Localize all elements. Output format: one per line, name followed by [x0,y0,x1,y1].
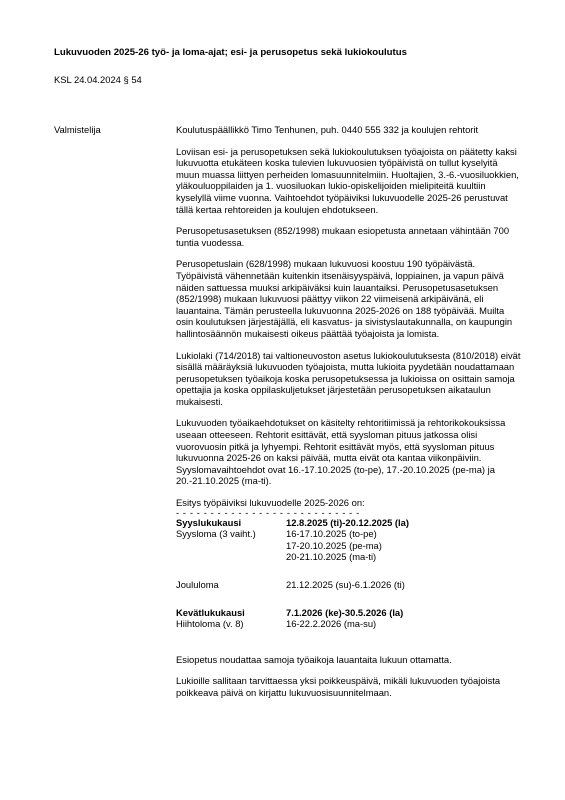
ski-break-label: Hiihtoloma (v. 8) [176,618,244,630]
autumn-break-option: 16-17.10.2025 (to-pe) [286,528,377,540]
spring-term-dates: 7.1.2026 (ke)-30.5.2026 (la) [286,606,404,618]
document-title: Lukuvuoden 2025-26 työ- ja loma-ajat; esi- ja perusopetus sekä lukiokoulutus [54,47,407,58]
closing-upper-secondary-exception: Lukioille sallitaan tarvittaessa yksi poikkeuspäivä, mikäli lukuvuoden työajoista poikkeava päivä on kirjattu lukuvuosisuunnitelmaan. [176,675,501,698]
autumn-break-option: 17-20.10.2025 (pe-ma) [286,539,382,551]
document-body [176,124,521,699]
document-reference: KSL 24.04.2024 § 54 [54,74,142,85]
paragraph-upper-secondary: Lukiolaki (714/2018) tai valtioneuvoston asetus lukiokoulutuksesta (810/2018) eivät sisällä määräyksiä lukuvuoden työajoista, mutta lukioita pyydetään noudattamaan perusopetuksen työaikoja koska perusopetuksessa ja lukioissa on osittain samoja opettajia ja koska oppilaskuljetukset järjestetään perusopetuksen aikataulun mukaisesti. [176,349,521,407]
closing-preschool: Esiopetus noudattaa samoja työaikoja lauantaita lukuun ottamatta. [176,653,452,665]
autumn-break-label: Syysloma (3 vaiht.) [176,528,256,540]
autumn-term-label: Syyslukukausi [176,516,242,528]
preparer-label: Valmistelija [54,124,101,135]
paragraph-preschool-hours: Perusopetusasetuksen (852/1998) mukaan esiopetusta annetaan vähintään 700 tuntia vuodessa. [176,225,510,248]
paragraph-background: Loviisan esi- ja perusopetuksen sekä lukiokoulutuksen työajoista on päätetty kaksi lukuvuotta etukäteen koska tulevien lukuvuosien työpäivistä on tullut kyselyitä muun muassa liittyen perheiden lomasuunnitelmiin. Huoltajien, 3.-6.-vuosiluokkien, yläkouluoppilaiden ja 1. vuosiluokan lukio-opiskelijoiden mielipiteitä kuultiin kyselyllä viime vuonna. Vaihtoehdot työpäiviksi lukuvuodelle 2025-26 perustuvat tällä kertaa rehtoreiden ja koulujen ehdotukseen. [176,145,519,215]
schedule-separator: - - - - - - - - - - - - - - - - - - - - - - - - - - - [176,508,360,517]
table-row [176,618,409,630]
christmas-dates: 21.12.2025 (su)-6.1.2026 (ti) [286,579,405,590]
paragraph-basic-education-days: Perusopetuslain (628/1998) mukaan lukuvuosi koostuu 190 työpäivästä. Työpäivistä vähennetään kuitenkin itsenäisyyspäivä, loppiainen, ja vapun päivä näiden sattuessa muuksi arkipäiväksi kuin lauantaiksi. Perusopetusasetuksen (852/1998) mukaan lukuvuosi päättyy viikon 22 viimeisenä arkipäivänä, eli lauantaina. Tämän perusteella lukuvuonna 2025-2026 on 188 työpäivää. Muilta osin koulutuksen järjestäjällä, eli kasvatus- ja sivistyslautakunnalla, on kaupungin hallintosäännön mukaisesti oikeus päättää työajoista ja lomista. [176,258,513,339]
table-row [176,607,409,619]
paragraph-principals-proposal: Lukuvuoden työaikaehdotukset on käsitelty rehtoritiimissä ja rehtorikokouksissa useaan otteeseen. Rehtorit esittävät, että syysloman pituus jatkossa olisi vuorovuosin pitkä ja lyhyempi. Rehtorit esittävät myös, että syysloman pituus lukuvuonna 2025-26 on kaksi päivää, mutta eivät ota kantaa viikonpäiviin. Syyslomavaihtoehdot ovat 16.-17.10.2025 (to-pe), 17.-20.10.2025 (pe-ma) ja 20.-21.10.2025 (ma-ti). [176,417,506,487]
preparer-text: Koulutuspäällikkö Timo Tenhunen, puh. 0440 555 332 ja koulujen rehtorit [176,124,479,135]
table-row [176,551,409,563]
autumn-break-option: 20-21.10.2025 (ma-ti) [286,551,377,563]
ski-break-dates: 16-22.2.2026 (ma-su) [286,618,377,630]
christmas-label: Joululoma [176,579,219,590]
table-row [176,540,409,552]
table-row [176,528,409,540]
autumn-term-dates: 12.8.2025 (ti)-20.12.2025 (la) [286,516,409,528]
schedule-heading: Esitys työpäiviksi lukuvuodelle 2025-2026 on: [176,497,365,509]
schedule-table [176,517,409,630]
table-row [176,579,409,591]
table-row [176,517,409,529]
spring-term-label: Kevätlukukausi [176,606,245,618]
